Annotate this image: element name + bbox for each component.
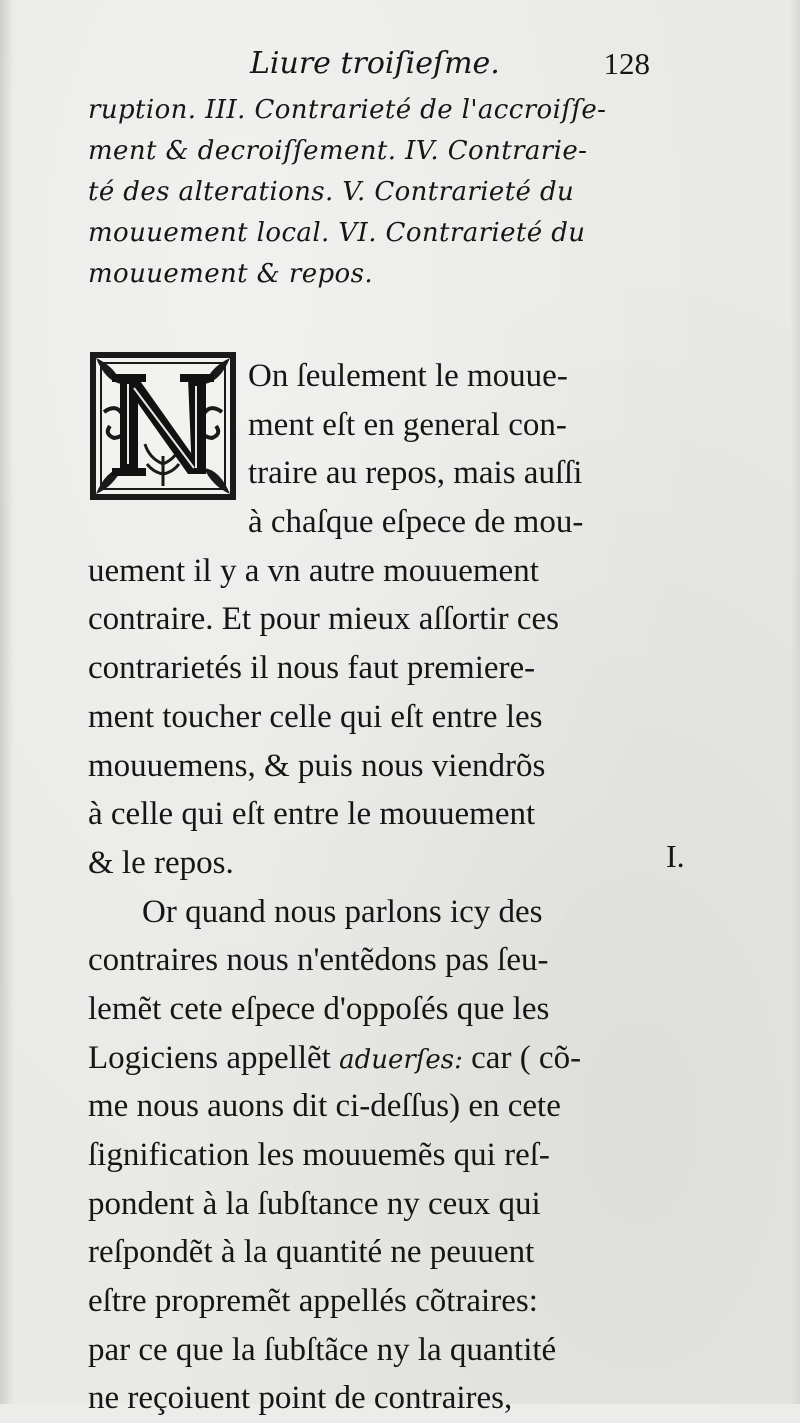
paragraph-first-line: Or quand nous parlons icy des (142, 893, 543, 930)
text-line: ment eſt en general con- (248, 406, 567, 443)
text-line: ment toucher celle qui eſt entre les (88, 698, 543, 735)
text-line: lemẽt cete eſpece d'oppoſés que les (88, 990, 550, 1027)
running-title: Liure troiſieſme. (250, 46, 500, 81)
italic-term: aduerſes: (339, 1044, 463, 1075)
text-line: traire au repos, mais auſſi (248, 455, 583, 492)
text-line: On ſeulement le mouue- (248, 358, 568, 394)
text-line: par ce que la ſubſtãce ny la quantité (88, 1331, 557, 1368)
text-line: & le repos. (88, 844, 234, 881)
chapter-summary (88, 90, 648, 295)
text-line: pondent à la ſubſtance ny ceux qui (88, 1185, 541, 1222)
text-line: reſpondẽt à la quantité ne peuuent (88, 1234, 535, 1271)
text-line: contraires nous n'entẽdons pas ſeu- (88, 942, 549, 979)
summary-line: mouuement local. VI. Contrarieté du (88, 218, 586, 248)
page-edge-shadow-right (790, 0, 800, 1404)
summary-line: ment & decroiſſement. IV. Contrarie- (88, 136, 588, 166)
text-line: mouuemens, & puis nous viendrõs (88, 747, 546, 784)
main-text (88, 352, 648, 1423)
page-edge-shadow-left (0, 0, 14, 1404)
text-run: car ( cõ- (462, 1039, 582, 1076)
text-line: ne reçoiuent point de contraires, (88, 1380, 513, 1417)
summary-line: té des alterations. V. Contrarieté du (88, 177, 575, 207)
text-line: contrarietés il nous faut premiere- (88, 650, 536, 687)
page-number: 128 (603, 46, 650, 81)
text-line: eſtre propremẽt appellés cõtraires: (88, 1283, 538, 1320)
text-line: à chaſque eſpece de mou- (248, 504, 584, 541)
text-line-with-italic (88, 1034, 648, 1083)
summary-line: ruption. III. Contrarieté de l'accroiſſe- (88, 95, 607, 125)
text-line: uement il y a vn autre mouuement (88, 552, 539, 589)
running-head (90, 46, 650, 90)
text-line: me nous auons dit ci-deſſus) en cete (88, 1088, 561, 1125)
text-run: Logiciens appellẽt (88, 1039, 340, 1076)
text-line: ſignification les mouuemẽs qui reſ- (88, 1137, 550, 1173)
text-line: contraire. Et pour mieux aſſortir ces (88, 601, 559, 638)
text-line: à celle qui eſt entre le mouuement (88, 796, 536, 833)
summary-line: mouuement & repos. (88, 259, 374, 289)
margin-note: I. (666, 838, 685, 874)
